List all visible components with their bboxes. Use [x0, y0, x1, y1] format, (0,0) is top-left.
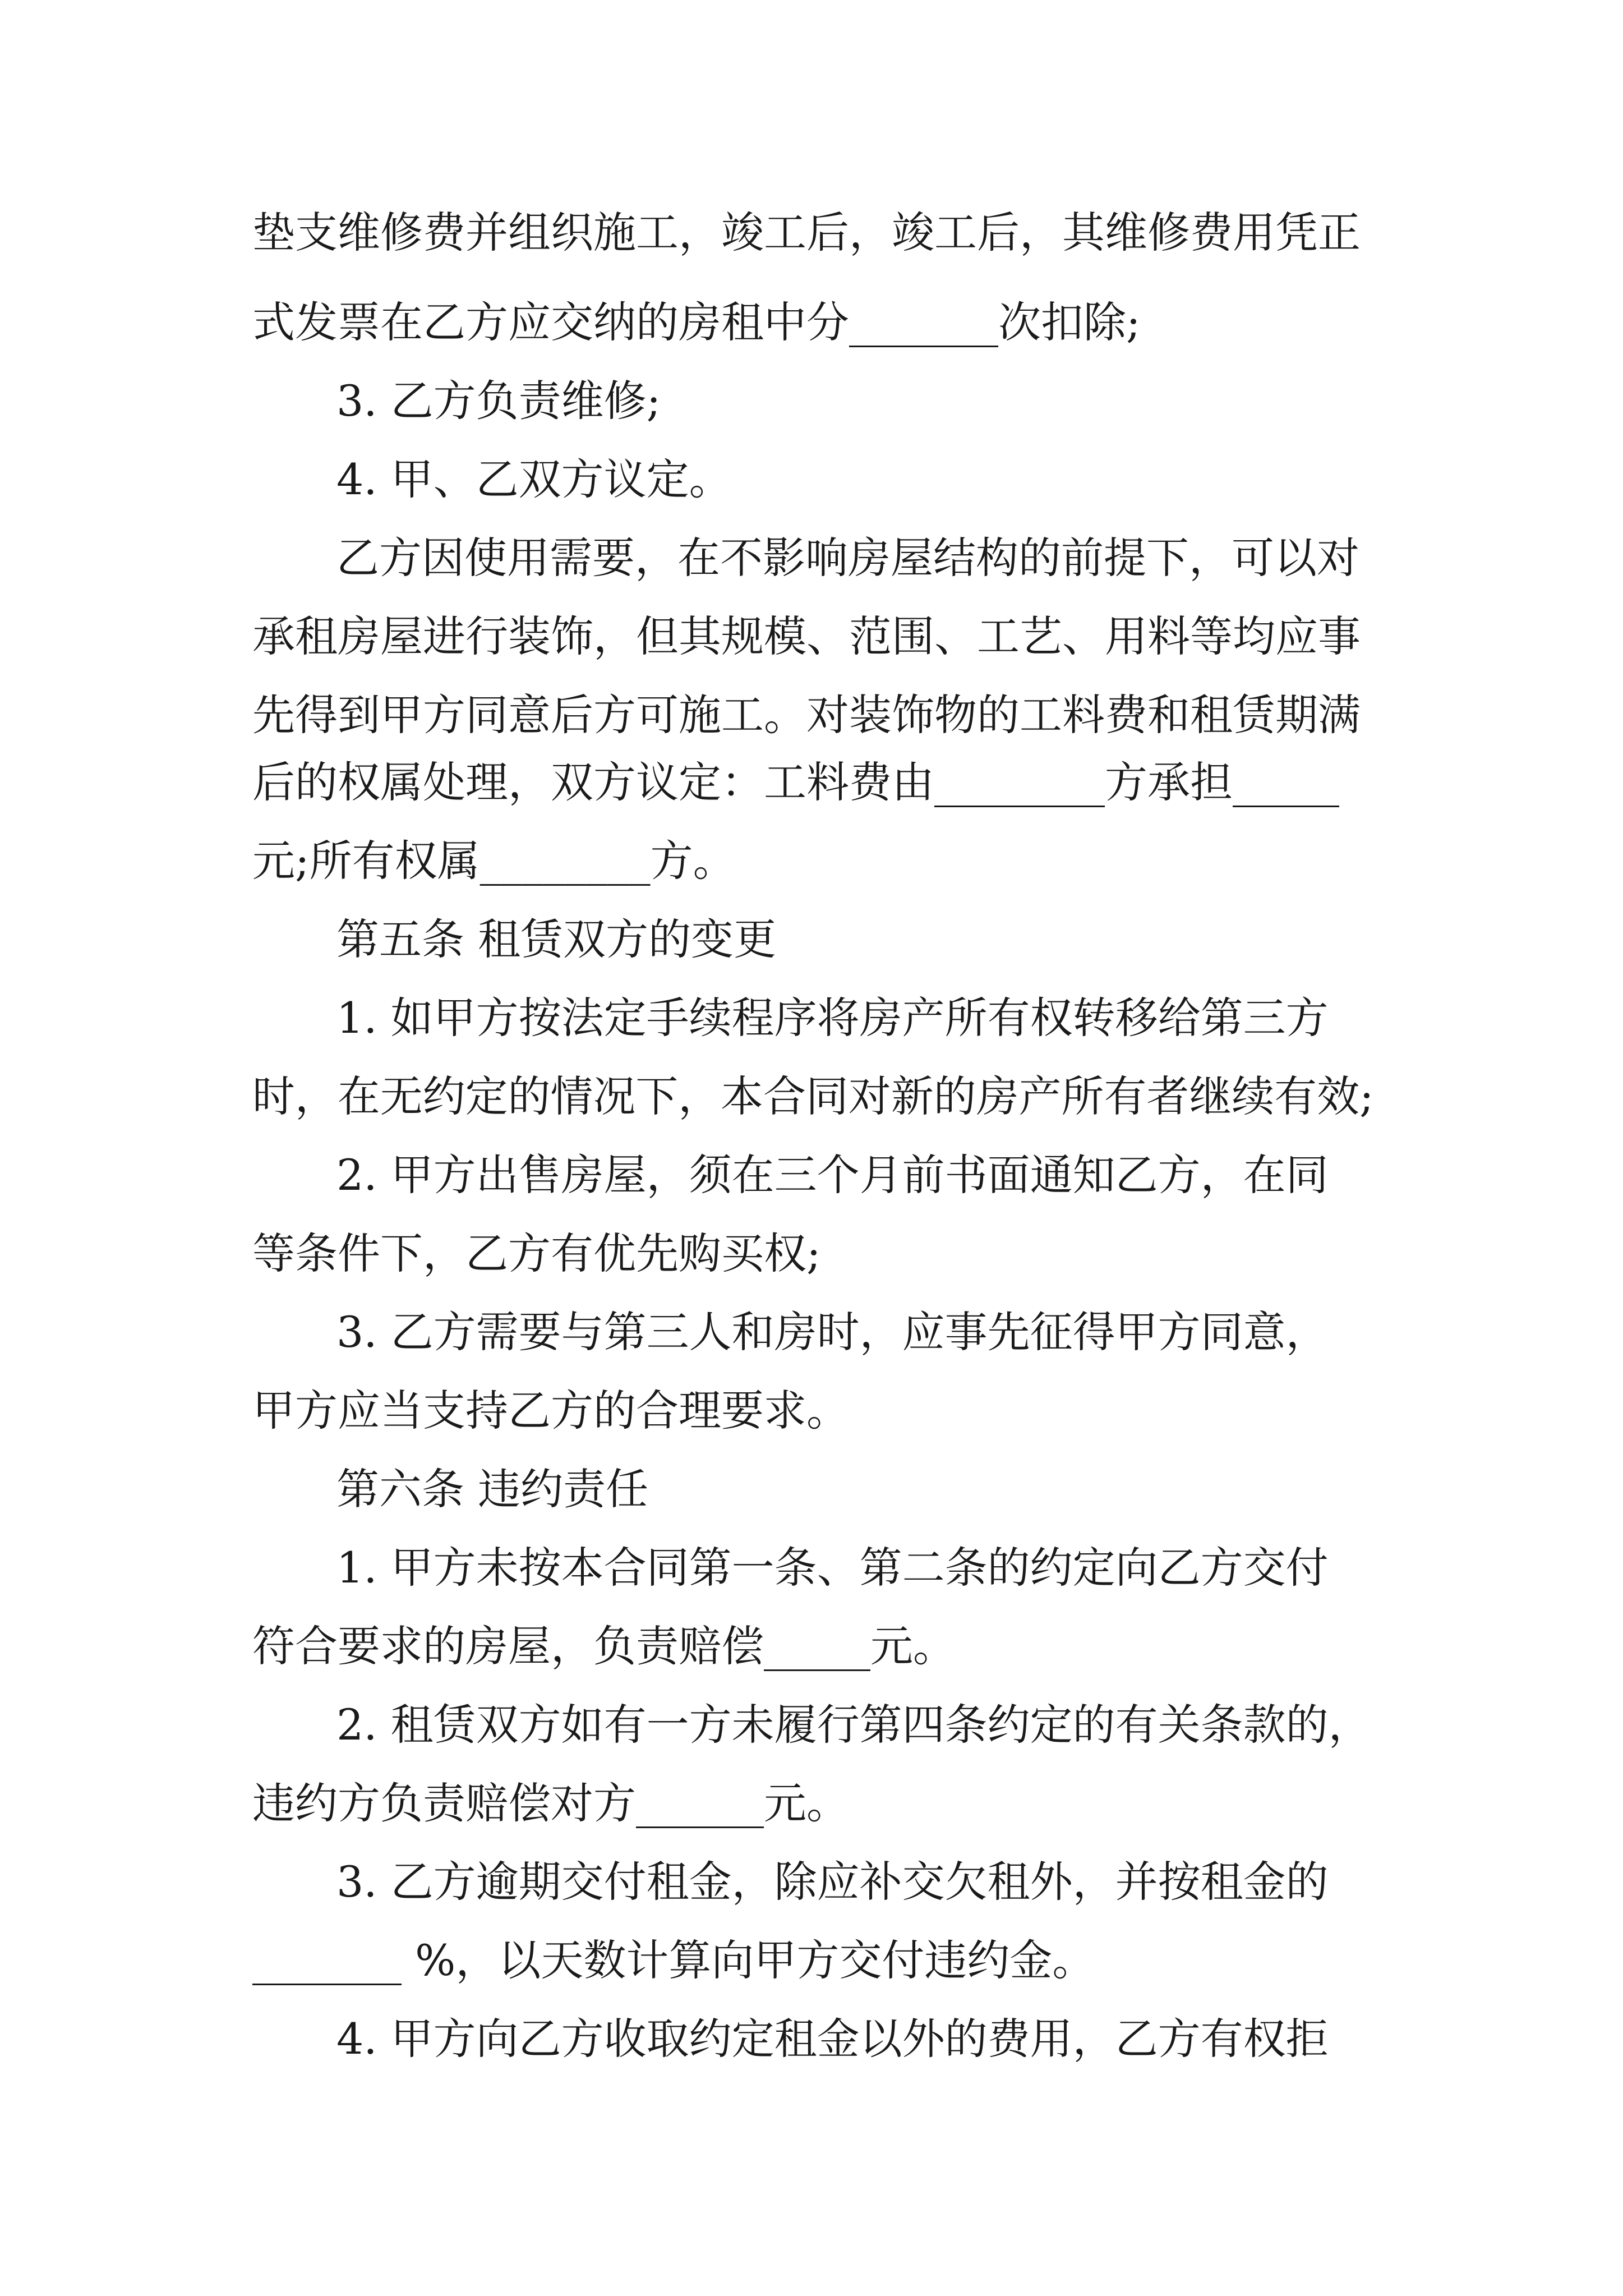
text-line: [0, 1918, 1623, 2003]
text-line: [0, 1604, 1623, 1688]
text-line-content: 2. 甲方出售房屋，须在三个月前书面通知乙方，在同: [336, 1150, 1329, 1200]
text-line-content: _______ %，以天数计算向甲方交付违约金。: [252, 1935, 1095, 1985]
text-line: [0, 1997, 1623, 2081]
section-heading: [0, 1447, 1623, 1531]
text-line: [0, 819, 1623, 903]
text-line: [0, 740, 1623, 825]
text-line-content: 第五条 租赁双方的变更: [336, 914, 777, 964]
text-line: [0, 1683, 1623, 1767]
text-line-content: 后的权属处理，双方议定：工料费由________方承担_____: [252, 757, 1339, 807]
text-line: [0, 976, 1623, 1060]
text-line-content: 违约方负责赔偿对方______元。: [252, 1778, 849, 1828]
text-line: [0, 595, 1623, 679]
text-line: [0, 1761, 1623, 1846]
section-heading: [0, 898, 1623, 982]
text-line: [0, 1369, 1623, 1453]
text-line-content: 4. 甲方向乙方收取约定租金以外的费用，乙方有权拒: [336, 2014, 1329, 2064]
text-line: [0, 1133, 1623, 1217]
text-line: [0, 1526, 1623, 1610]
text-line: [0, 191, 1623, 275]
text-line-content: 承租房屋进行装饰，但其规模、范围、工艺、用料等均应事: [252, 611, 1361, 661]
text-line: [0, 438, 1623, 522]
text-line-content: 时，在无约定的情况下，本合同对新的房产所有者继续有效;: [252, 1071, 1374, 1121]
text-line-content: 等条件下，乙方有优先购买权;: [252, 1228, 821, 1278]
text-line-content: 第六条 违约责任: [336, 1464, 649, 1514]
text-line-content: 乙方因使用需要，在不影响房屋结构的前提下，可以对: [336, 533, 1359, 583]
text-line-content: 3. 乙方负责维修;: [336, 376, 661, 426]
text-line: [0, 516, 1623, 600]
text-line: [0, 359, 1623, 443]
text-line-content: 4. 甲、乙双方议定。: [336, 454, 732, 504]
text-line: [0, 280, 1623, 365]
text-line-content: 式发票在乙方应交纳的房租中分_______次扣除;: [252, 297, 1141, 347]
text-line-content: 3. 乙方逾期交付租金，除应补交欠租外，并按租金的: [336, 1857, 1329, 1907]
text-line: [0, 1212, 1623, 1296]
text-line: [0, 1840, 1623, 1924]
text-line-content: 元;所有权属________方。: [252, 836, 736, 886]
text-line-content: 1. 甲方未按本合同第一条、第二条的约定向乙方交付: [336, 1543, 1329, 1593]
text-line: [0, 1290, 1623, 1374]
text-line-content: 甲方应当支持乙方的合理要求。: [252, 1386, 849, 1435]
text-line-content: 符合要求的房屋，负责赔偿_____元。: [252, 1621, 956, 1671]
text-line-content: 先得到甲方同意后方可施工。对装饰物的工料费和租赁期满: [252, 690, 1361, 740]
text-line-content: 1. 如甲方按法定手续程序将房产所有权转移给第三方: [336, 993, 1329, 1043]
text-line-content: 3. 乙方需要与第三人和房时，应事先征得甲方同意，: [336, 1307, 1329, 1357]
text-line: [0, 1055, 1623, 1139]
text-line-content: 2. 租赁双方如有一方未履行第四条约定的有关条款的，: [336, 1700, 1371, 1750]
text-line-content: 垫支维修费并组织施工，竣工后，竣工后，其维修费用凭正: [252, 208, 1361, 257]
